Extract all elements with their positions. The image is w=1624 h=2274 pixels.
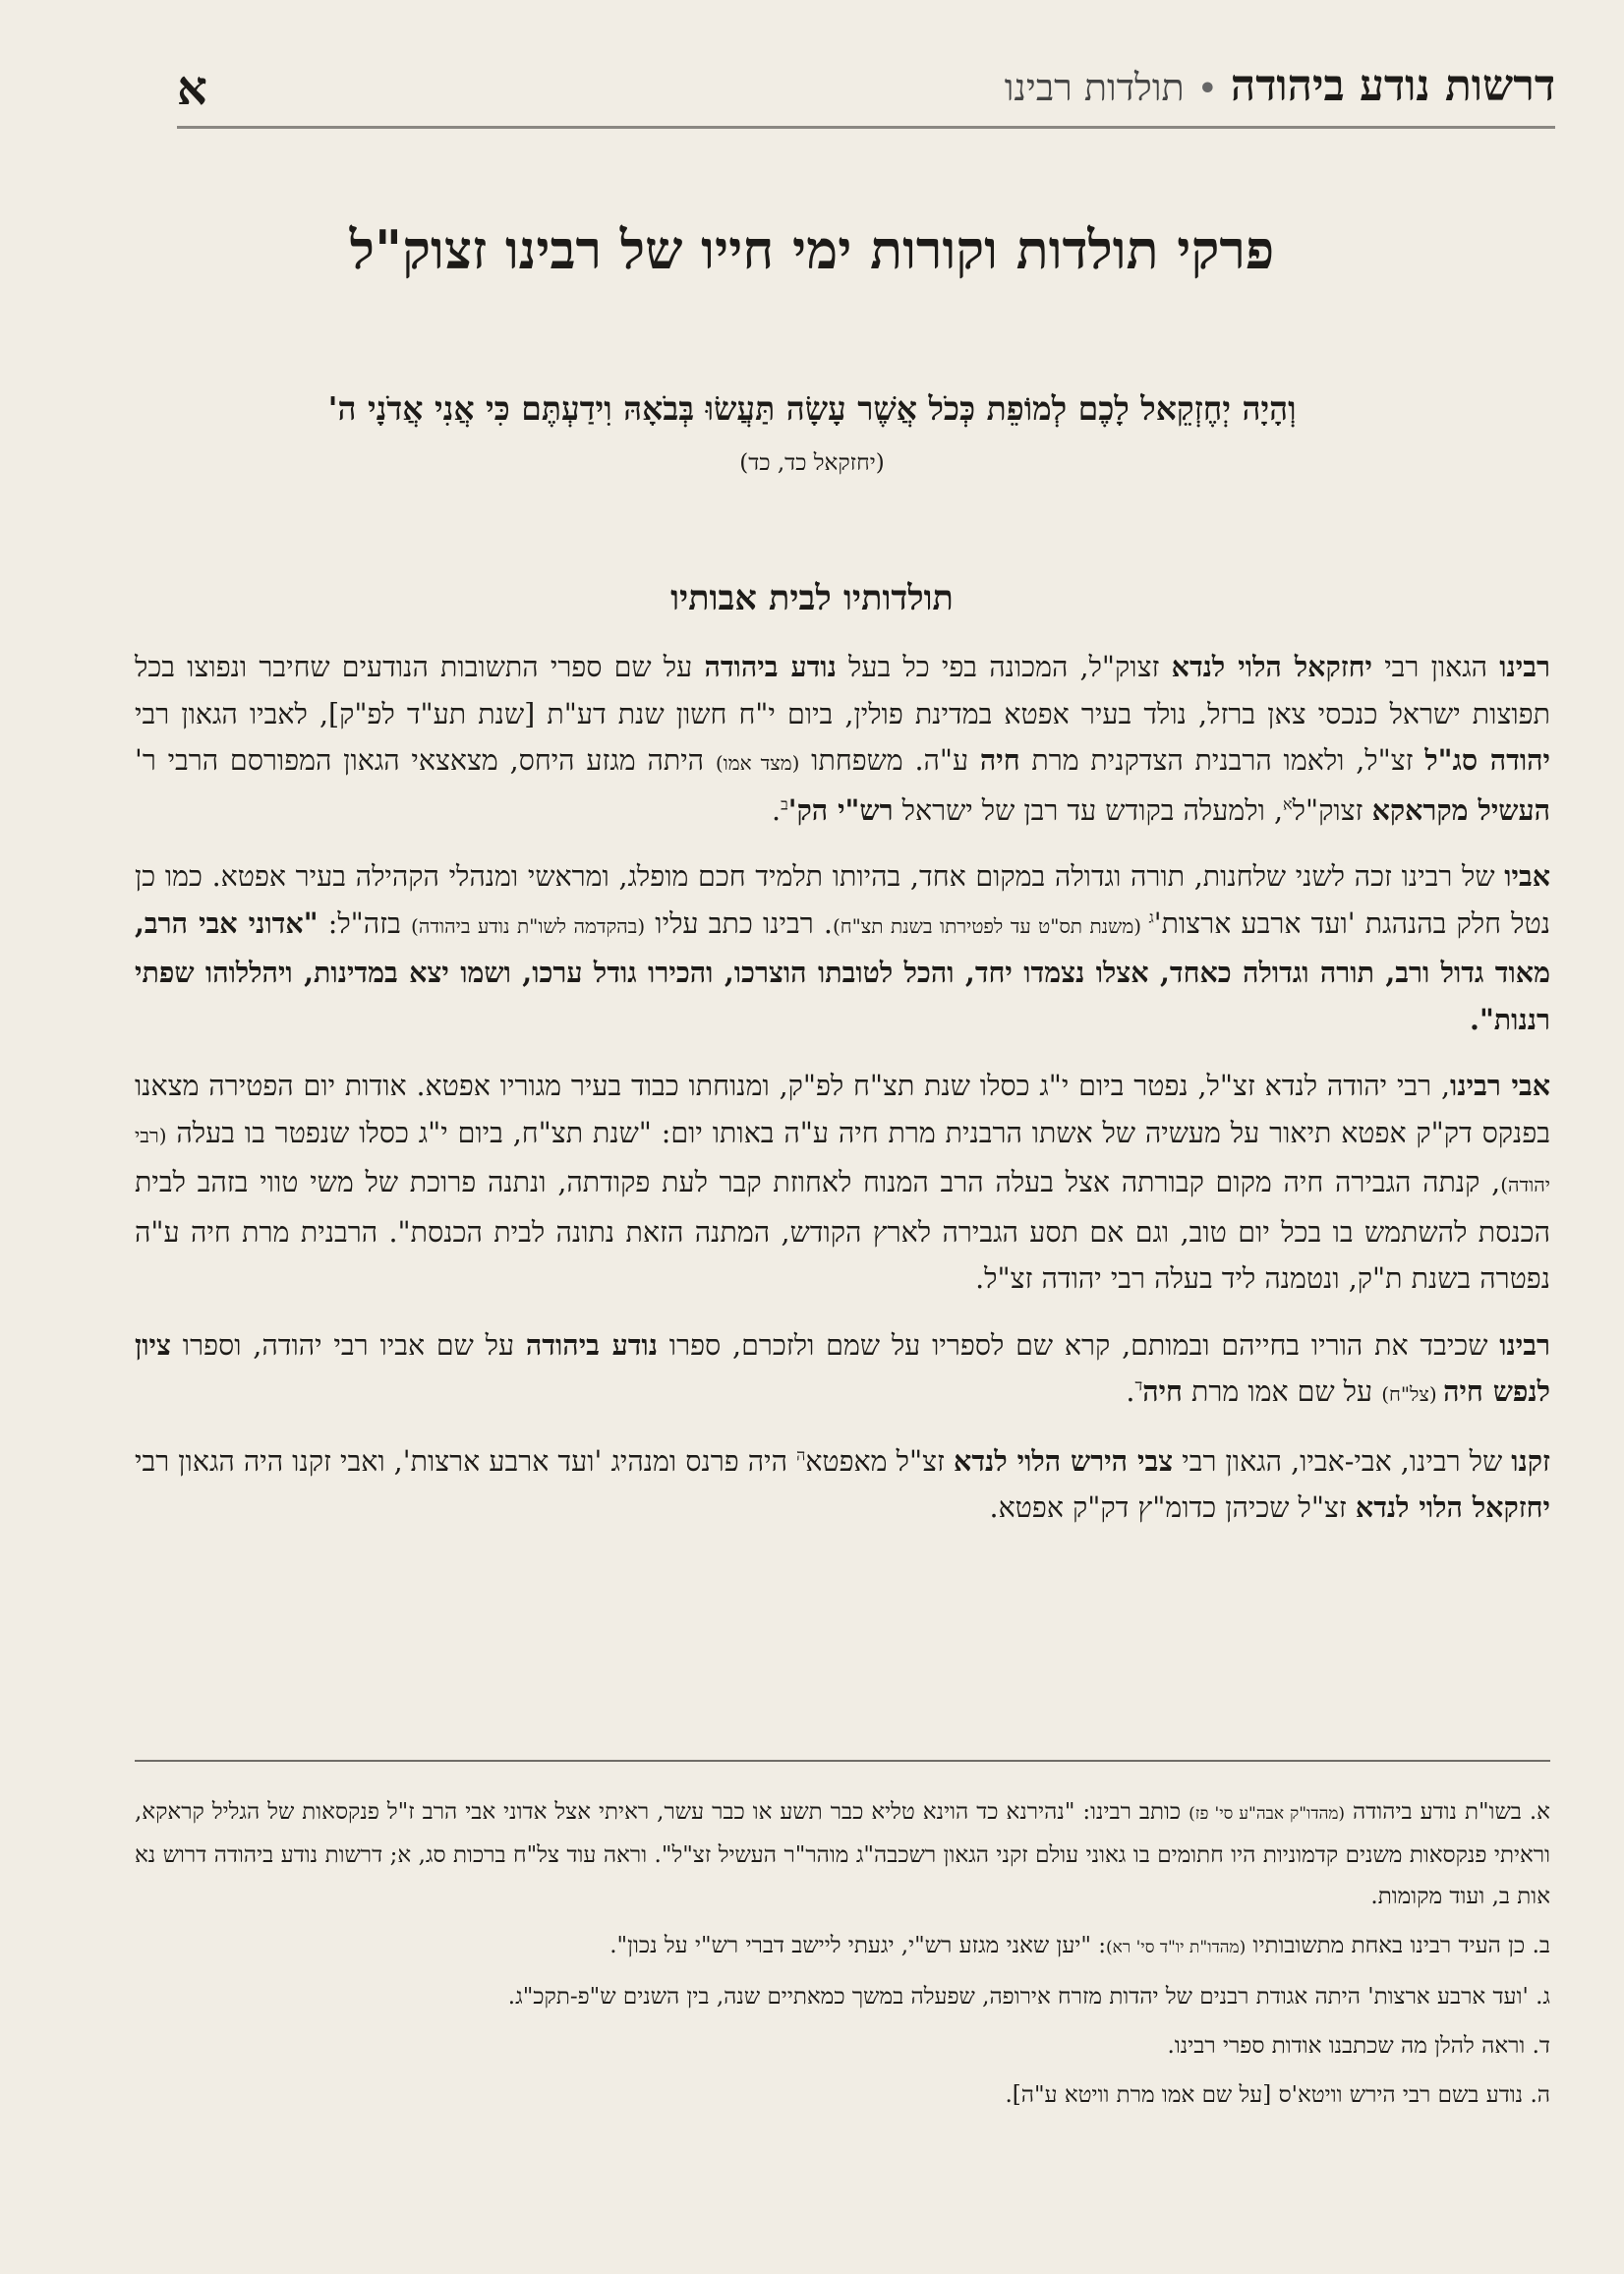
footnote: ה. נודע בשם רבי הירש וויטא'ס [על שם אמו מרת וויטא ע"ה].: [1005, 2082, 1550, 2108]
book-title: דרשות נודע ביהודה: [1230, 61, 1555, 111]
main-text: [135, 644, 1550, 1551]
section-name: תולדות רבינו: [1004, 66, 1185, 109]
paragraph: אביו של רבינו זכה לשני שלחנות, תורה וגדולה במקום אחד, בהיותו תלמיד חכם מופלג, ומראשי ומנהלי הקהילה בעיר אפטא. כמו כן נטל חלק בהנהגת 'ועד ארבע $ארצות'^ג$ (משנת תס"ט עד לפטירתו בשנת תצ"ח). רבינו כתב עליו (בהקדמה לשו"ת נודע ביהודה) בזה"ל: "אדוני אבי הרב, מאוד גדול ורב, תורה וגדולה כאחד, אצלו נצמדו יחד, והכל לטובתו הוצרכו, והכירו גודל ערכו, ושמו יצא במדינות, ויהללוהו שפתי רננות".: [135, 859, 1550, 1036]
epigraph-source: (יחזקאל כד, כד): [739, 450, 885, 476]
epigraph-verse: וְהָיָה יְחֶזְקֵאל לָכֶם לְמוֹפֵת כְּכֹל אֲשֶׁר עָשָׂה תַּעֲשׂוּ בְּבֹאָהּ וִידַעְתֶּם כִּי אֲנִי אֲדֹנָי ה': [327, 389, 1297, 428]
header-divider: [177, 126, 1555, 129]
running-header: [177, 61, 1555, 130]
chapter-title: פרקי תולדות וקורות ימי חייו של רבינו זצוק"ל: [349, 218, 1275, 281]
paragraph: זקנו של רבינו, אבי-אביו, הגאון רבי צבי הירש הלוי לנדא זצ"ל מאפטא$^ה$ היה פרנס ומנהיג 'ועד ארבע ארצות', ואבי זקנו היה הגאון רבי יחזקאל הלוי לנדא זצ"ל שכיהן כדומ"ץ דק"ק אפטא.: [135, 1443, 1551, 1524]
footnote-divider: [135, 1760, 1550, 1762]
paragraph: אבי רבינו, רבי יהודה לנדא זצ"ל, נפטר ביום י"ג כסלו שנת תצ"ח לפ"ק, ומנוחתו כבוד בעיר מגוריו אפטא. אודות יום הפטירה מצאנו בפנקס דק"ק אפטא תיאור על מעשיה של אשתו הרבנית מרת חיה ע"ה באותו יום: "שנת תצ"ח, ביום י"ג כסלו שנפטר בו בעלה (רבי יהודה), קנתה הגבירה חיה מקום קבורתה אצל בעלה הרב המנוח לאחוזת קבר לעת פקודתה, ונתנה פרוכת של משי טווי בזהב לבית הכנסת להשתמש בו בכל יום טוב, וגם אם תסע הגבירה לארץ הקודש, המתנה הזאת נתונה לבית הכנסת". הרבנית מרת חיה ע"ה נפטרה בשנת ת"ק, ונטמנה ליד בעלה רבי יהודה זצ"ל.: [135, 1069, 1550, 1295]
footnote-ref: ה: [796, 1445, 806, 1464]
running-header-title: [1005, 61, 1555, 111]
footnotes: [135, 1791, 1550, 2124]
section-heading: תולדותיו לבית אבותיו: [670, 578, 954, 618]
footnote: ב. כן העיד רבינו באחת מתשובותיו (מהדו"ת יו"ד סי' רא): "יען שאני מגזע רש"י, יגעתי ליישב דברי רש"י על נכון".: [609, 1933, 1550, 1958]
footnote-ref: ד: [1134, 1375, 1143, 1395]
paragraph: רבינו הגאון רבי יחזקאל הלוי לנדא זצוק"ל, המכונה בפי כל בעל נודע ביהודה על שם ספרי התשובות הנודעים שחיבר ונפוצו בכל תפוצות ישראל כנכסי צאן ברזל, נולד בעיר אפטא במדינת פולין, ביום י"ח חשון שנת דע"ת [שנת תע"ד לפ"ק], לאביו הגאון רבי יהודה סג"ל זצ"ל, ולאמו הרבנית הצדקנית מרת חיה ע"ה. משפחתו (מצד אמו) היתה מגזע היחס, מצאצאי הגאון המפורסם הרבי ר' העשיל מקראקא זצוק"ל$^א$, ולמעלה בקודש עד רבן של ישראל רש"י $הק'^ב$.: [135, 650, 1551, 827]
footnote-ref: א: [1283, 794, 1293, 813]
footnote: א. בשו"ת נודע ביהודה (מהדו"ק אבה"ע סי' פז) כותב רבינו: "נהירנא כד הוינא טליא כבר תשע או כבר עשר, ראיתי אצל אדוני אבי הרב ז"ל פנקסאות של הגליל קראקא, וראיתי פנקסאות משנים קדמוניות היו חתומים בו גאוני עולם זקני הגאון רשכבה"ג מוהר"ר העשיל זצ"ל". וראה עוד צל"ח ברכות סג, א; דרשות נודע ביהודה דרוש נא אות ב, ועוד מקומות.: [135, 1799, 1550, 1909]
footnote: ד. וראה להלן מה שכתבנו אודות ספרי רבינו.: [1167, 2033, 1550, 2059]
paragraph: רבינו שכיבד את הוריו בחייהם ובמותם, קרא שם לספריו על שמם ולזכרם, ספרו נודע ביהודה על שם אביו רבי יהודה, וספרו ציון לנפש חיה (צל"ח) על שם אמו מרת חיה$^ד$.: [135, 1327, 1551, 1408]
footnote-ref: ב: [781, 794, 788, 813]
footnote: ג. 'ועד ארבע ארצות' היתה אגודת רבנים של יהדות מזרח אירופה, שפעלה במשך כמאתיים שנה, בין השנים ש"פ-תקכ"ג.: [507, 1984, 1550, 2010]
header-bullet: •: [1197, 72, 1217, 106]
footnote-ref: ג: [1148, 907, 1154, 926]
page-number: א: [177, 61, 207, 116]
